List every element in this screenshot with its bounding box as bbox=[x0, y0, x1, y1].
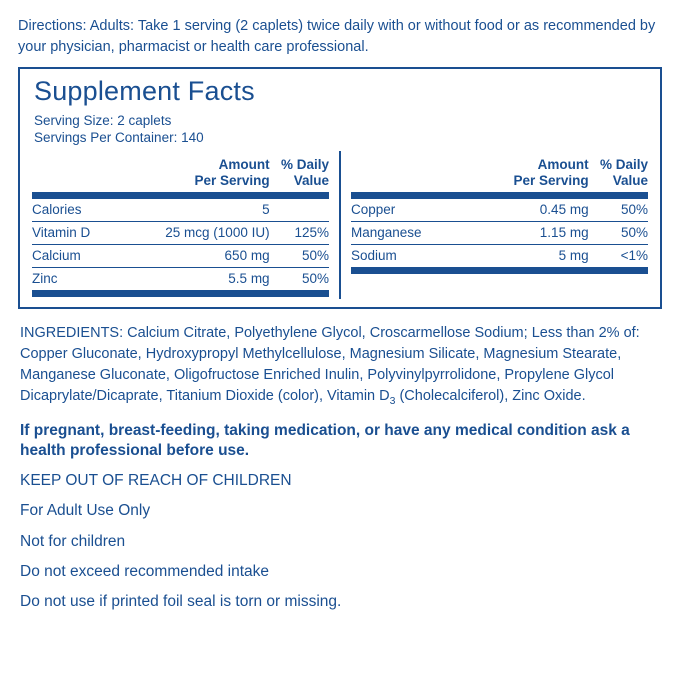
nutrient-amount: 25 mcg (1000 IU) bbox=[163, 221, 270, 244]
ingredients-label: INGREDIENTS: bbox=[20, 324, 124, 341]
rule-thick-right bbox=[351, 192, 648, 199]
directions-text: Directions: Adults: Take 1 serving (2 caplets) twice daily with or without food or as recommended by your physician, pharmacist or health care professional. bbox=[18, 18, 656, 55]
table-header-row bbox=[351, 155, 648, 192]
header-amount-line2: Per Serving bbox=[513, 173, 589, 189]
nutrient-name: Calories bbox=[32, 201, 82, 217]
header-amount-line2: Per Serving bbox=[194, 173, 270, 189]
servings-per-container: Servings Per Container: 140 bbox=[34, 130, 204, 146]
nutrition-column-right bbox=[351, 155, 648, 297]
header-amount-line1: Amount bbox=[537, 157, 589, 173]
nutrition-column-left bbox=[32, 155, 329, 297]
nutrient-name: Sodium bbox=[351, 244, 482, 267]
table-row bbox=[351, 244, 648, 267]
serving-info bbox=[34, 112, 648, 148]
nutrition-rows-right bbox=[351, 199, 648, 267]
header-dv-line1: % Daily bbox=[280, 157, 329, 173]
nutrient-name: Zinc bbox=[32, 267, 163, 290]
ingredients-text bbox=[20, 323, 662, 409]
ingredients-part1: Calcium Citrate, Polyethylene Glycol, Croscarmellose Sodium; Less than 2% of: Copper Gluconate, Hydroxypropyl Methylcellulose, Magnesium Silicate, Magnesium Stearate, Manganese Gluconate, Oligofructose Enriched Inulin, Polyvinylpyrrolidone, Propylene Glycol Dicaprylate/Dicaprate, Titanium Dioxide (color), Vitamin D bbox=[20, 324, 640, 405]
nutrition-columns bbox=[32, 155, 648, 297]
header-dv-line2: Value bbox=[293, 173, 329, 189]
warning-primary: If pregnant, breast-feeding, taking medication, or have any medical condition ask a health professional before use. bbox=[20, 422, 630, 460]
warning-line-5: Do not use if printed foil seal is torn or missing. bbox=[20, 592, 342, 610]
supplement-facts-panel bbox=[18, 67, 662, 309]
nutrient-dv: 50% bbox=[589, 221, 648, 244]
nutrient-dv: 50% bbox=[270, 267, 329, 290]
header-nutrient-blank bbox=[351, 155, 482, 192]
nutrient-amount: 5 mg bbox=[482, 244, 589, 267]
table-row bbox=[351, 221, 648, 244]
warning-line-4: Do not exceed recommended intake bbox=[20, 562, 270, 580]
table-row bbox=[32, 221, 329, 244]
header-nutrient-blank bbox=[32, 155, 163, 192]
nutrient-amount: 0.45 mg bbox=[539, 201, 589, 217]
nutrient-dv bbox=[270, 199, 329, 222]
serving-size: Serving Size: 2 caplets bbox=[34, 112, 172, 128]
nutrient-dv: 50% bbox=[270, 244, 329, 267]
nutrition-rows-left bbox=[32, 199, 329, 290]
rule-thick-left bbox=[32, 192, 329, 199]
header-daily-value bbox=[270, 155, 329, 192]
header-daily-value bbox=[589, 155, 648, 192]
column-divider bbox=[329, 155, 351, 297]
ingredients-subscript: 3 bbox=[389, 395, 396, 407]
warning-line-2: For Adult Use Only bbox=[20, 502, 151, 520]
table-row bbox=[32, 199, 329, 222]
warning-line-3: Not for children bbox=[20, 532, 126, 550]
header-dv-line1: % Daily bbox=[599, 157, 648, 173]
header-amount-per-serving bbox=[482, 155, 589, 192]
warning-line-1: KEEP OUT OF REACH OF CHILDREN bbox=[20, 472, 292, 490]
header-amount-line1: Amount bbox=[218, 157, 270, 173]
nutrient-dv: 50% bbox=[620, 201, 648, 217]
nutrition-table-left bbox=[32, 155, 329, 192]
supplement-facts-title: Supplement Facts bbox=[34, 76, 255, 107]
ingredients-part2: (Cholecalciferol), Zinc Oxide. bbox=[395, 388, 586, 405]
nutrient-name: Manganese bbox=[351, 221, 482, 244]
table-row bbox=[32, 244, 329, 267]
nutrient-dv: 125% bbox=[270, 221, 329, 244]
nutrient-amount: 5 bbox=[262, 201, 270, 217]
nutrient-amount: 650 mg bbox=[163, 244, 270, 267]
table-row bbox=[32, 267, 329, 290]
header-dv-line2: Value bbox=[612, 173, 648, 189]
header-amount-per-serving bbox=[163, 155, 270, 192]
nutrient-dv: <1% bbox=[589, 244, 648, 267]
nutrient-amount: 5.5 mg bbox=[163, 267, 270, 290]
nutrition-table-right bbox=[351, 155, 648, 192]
nutrient-name: Calcium bbox=[32, 244, 163, 267]
rule-bottom-right bbox=[351, 267, 648, 274]
nutrient-name: Copper bbox=[351, 201, 396, 217]
rule-bottom-left bbox=[32, 290, 329, 297]
nutrient-amount: 1.15 mg bbox=[482, 221, 589, 244]
table-row bbox=[351, 199, 648, 222]
nutrient-name: Vitamin D bbox=[32, 221, 163, 244]
table-header-row bbox=[32, 155, 329, 192]
